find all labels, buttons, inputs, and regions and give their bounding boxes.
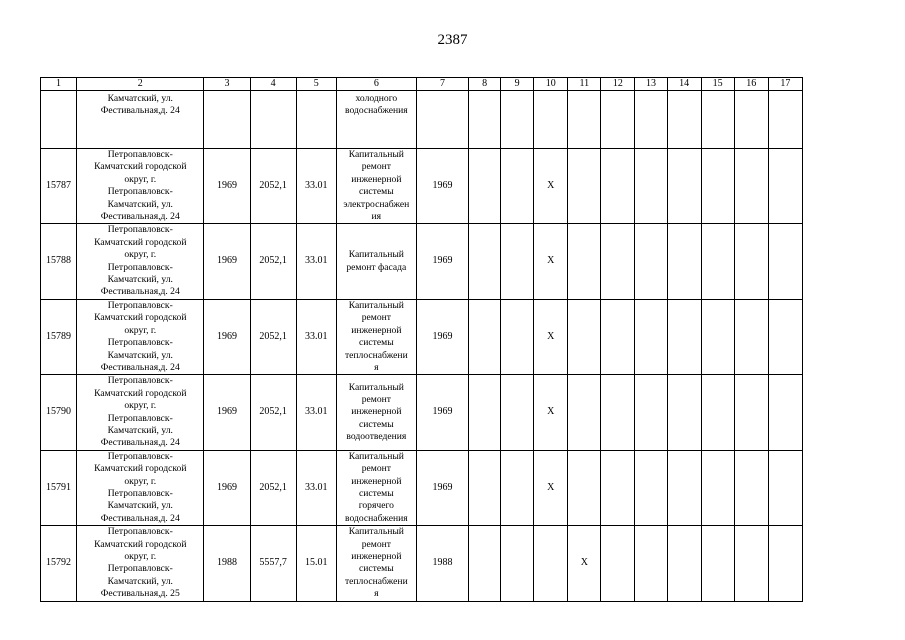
- column-header-8: 8: [469, 78, 501, 91]
- cell-col-13: [635, 526, 667, 601]
- work-line: Капитальный: [348, 526, 404, 538]
- cell-col-14: [667, 450, 701, 525]
- cell-code: [296, 91, 336, 149]
- cell-year-plan: 1969: [416, 375, 468, 450]
- cell-code: 33.01: [296, 375, 336, 450]
- mark-cell: X: [568, 526, 601, 601]
- cell-work-type: [336, 224, 416, 299]
- cell-col-8: [469, 224, 501, 299]
- table-row: [41, 450, 803, 525]
- column-number-row: [41, 78, 803, 91]
- cell-area: 2052,1: [250, 149, 296, 224]
- address-line: Фестивальная,д. 24: [100, 105, 180, 117]
- cell-col-14: [667, 224, 701, 299]
- work-line: электроснабжен: [343, 198, 410, 210]
- work-line: водоснабжения: [345, 512, 408, 524]
- address-line: Фестивальная,д. 24: [100, 286, 180, 298]
- address-line: Камчатский, ул.: [107, 349, 173, 361]
- address-line: Камчатский, ул.: [107, 424, 173, 436]
- cell-col-15: [701, 526, 734, 601]
- work-line: Капитальный: [348, 299, 404, 311]
- cell-col-15: [701, 224, 734, 299]
- cell-id: 15790: [41, 375, 77, 450]
- cell-code: 33.01: [296, 224, 336, 299]
- cell-col-16: [734, 91, 768, 149]
- cell-col-9: [501, 149, 534, 224]
- cell-col-16: [734, 224, 768, 299]
- work-line: холодного: [355, 93, 398, 104]
- work-line: инженерной: [351, 551, 402, 562]
- cell-col-16: [734, 375, 768, 450]
- work-line: Капитальный: [348, 149, 404, 160]
- cell-col-11: [568, 375, 601, 450]
- work-line: ремонт: [361, 312, 391, 324]
- cell-col-9: [501, 91, 534, 149]
- address-line: Камчатский городской: [94, 236, 187, 248]
- cell-id: 15791: [41, 450, 77, 525]
- address-line: округ, г.: [124, 475, 157, 487]
- cell-id: [41, 91, 77, 149]
- cell-id: 15792: [41, 526, 77, 601]
- cell-col-9: [501, 299, 534, 374]
- address-line: округ, г.: [124, 324, 157, 336]
- cell-area: 2052,1: [250, 450, 296, 525]
- address-line: Камчатский городской: [94, 312, 187, 324]
- cell-work-type: [336, 375, 416, 450]
- cell-col-11: [568, 450, 601, 525]
- column-header-16: 16: [734, 78, 768, 91]
- cell-address: [77, 375, 204, 450]
- column-header-3: 3: [204, 78, 250, 91]
- cell-col-9: [501, 375, 534, 450]
- cell-code: 33.01: [296, 450, 336, 525]
- cell-col-12: [601, 375, 635, 450]
- work-line: Капитальный: [348, 450, 404, 462]
- cell-address: [77, 526, 204, 601]
- address-line: Петропавловск-: [107, 224, 173, 236]
- cell-col-14: [667, 91, 701, 149]
- cell-col-13: [635, 375, 667, 450]
- cell-col-16: [734, 526, 768, 601]
- mark-cell: X: [534, 149, 568, 224]
- address-line: Петропавловск-: [107, 186, 173, 198]
- cell-col-12: [601, 91, 635, 149]
- cell-col-15: [701, 299, 734, 374]
- cell-work-type: [336, 149, 416, 224]
- cell-year: 1988: [204, 526, 250, 601]
- cell-address: [77, 299, 204, 374]
- column-header-14: 14: [667, 78, 701, 91]
- cell-col-9: [501, 450, 534, 525]
- cell-col-17: [768, 526, 802, 601]
- column-header-2: 2: [77, 78, 204, 91]
- cell-work-type: [336, 91, 416, 149]
- address-line: Камчатский, ул.: [107, 274, 173, 286]
- work-line: ремонт: [361, 538, 391, 550]
- column-header-7: 7: [416, 78, 468, 91]
- cell-area: 2052,1: [250, 299, 296, 374]
- work-line: инженерной: [351, 324, 402, 336]
- cell-year: 1969: [204, 375, 250, 450]
- mark-cell: X: [534, 375, 568, 450]
- cell-col-16: [734, 299, 768, 374]
- register-table: [40, 77, 803, 602]
- address-line: округ, г.: [124, 249, 157, 261]
- cell-year-plan: 1969: [416, 224, 468, 299]
- cell-col-17: [768, 299, 802, 374]
- table-row: [41, 375, 803, 450]
- address-line: Петропавловск-: [107, 526, 173, 538]
- work-line: Капитальный: [348, 249, 404, 261]
- cell-col-12: [601, 224, 635, 299]
- address-line: округ, г.: [124, 400, 157, 412]
- cell-work-type: [336, 450, 416, 525]
- work-line: инженерной: [351, 475, 402, 487]
- work-line: я: [374, 361, 379, 373]
- cell-col-11: [568, 91, 601, 149]
- work-line: Капитальный: [348, 381, 404, 393]
- address-line: округ, г.: [124, 173, 157, 185]
- cell-col-17: [768, 450, 802, 525]
- address-line: Петропавловск-: [107, 375, 173, 387]
- address-line: Петропавловск-: [107, 299, 173, 311]
- cell-col-12: [601, 526, 635, 601]
- cell-id: 15789: [41, 299, 77, 374]
- cell-area: 2052,1: [250, 224, 296, 299]
- work-line: системы: [359, 337, 394, 349]
- address-line: Камчатский, ул.: [107, 198, 173, 210]
- address-line: Петропавловск-: [107, 412, 173, 424]
- cell-address: [77, 91, 204, 149]
- table-row: [41, 224, 803, 299]
- cell-col-12: [601, 149, 635, 224]
- cell-col-14: [667, 149, 701, 224]
- mark-cell: X: [534, 224, 568, 299]
- cell-col-15: [701, 149, 734, 224]
- cell-address: [77, 224, 204, 299]
- address-line: Петропавловск-: [107, 563, 173, 575]
- column-header-12: 12: [601, 78, 635, 91]
- column-header-1: 1: [41, 78, 77, 91]
- address-line: Фестивальная,д. 24: [100, 361, 180, 373]
- work-line: теплоснабжени: [344, 349, 408, 361]
- work-line: системы: [359, 418, 394, 430]
- cell-code: 15.01: [296, 526, 336, 601]
- cell-area: 5557,7: [250, 526, 296, 601]
- cell-code: 33.01: [296, 149, 336, 224]
- cell-col-15: [701, 450, 734, 525]
- cell-id: 15787: [41, 149, 77, 224]
- address-line: Петропавловск-: [107, 149, 173, 160]
- cell-col-8: [469, 149, 501, 224]
- cell-col-10: [534, 526, 568, 601]
- cell-col-8: [469, 375, 501, 450]
- cell-work-type: [336, 299, 416, 374]
- work-line: ия: [371, 211, 382, 223]
- address-line: Петропавловск-: [107, 487, 173, 499]
- cell-col-17: [768, 91, 802, 149]
- work-line: ремонт: [361, 463, 391, 475]
- cell-col-13: [635, 224, 667, 299]
- address-line: Фестивальная,д. 24: [100, 437, 180, 449]
- address-line: Камчатский городской: [94, 538, 187, 550]
- cell-col-13: [635, 299, 667, 374]
- cell-col-13: [635, 91, 667, 149]
- address-line: Петропавловск-: [107, 337, 173, 349]
- cell-col-15: [701, 91, 734, 149]
- cell-area: 2052,1: [250, 375, 296, 450]
- column-header-10: 10: [534, 78, 568, 91]
- table-row: [41, 149, 803, 224]
- cell-col-13: [635, 450, 667, 525]
- work-line: горячего: [358, 500, 394, 512]
- cell-year: 1969: [204, 450, 250, 525]
- cell-year: 1969: [204, 224, 250, 299]
- cell-year-plan: 1988: [416, 526, 468, 601]
- cell-code: 33.01: [296, 299, 336, 374]
- work-line: системы: [359, 563, 394, 575]
- cell-col-12: [601, 299, 635, 374]
- cell-col-10: [534, 91, 568, 149]
- address-line: Камчатский городской: [94, 463, 187, 475]
- cell-year-plan: 1969: [416, 149, 468, 224]
- cell-work-type: [336, 526, 416, 601]
- cell-year: 1969: [204, 299, 250, 374]
- work-line: ремонт фасада: [346, 261, 407, 273]
- address-line: Петропавловск-: [107, 261, 173, 273]
- cell-col-11: [568, 149, 601, 224]
- cell-col-11: [568, 224, 601, 299]
- cell-address: [77, 450, 204, 525]
- address-line: Фестивальная,д. 24: [100, 512, 180, 524]
- cell-col-14: [667, 375, 701, 450]
- address-line: Камчатский, ул.: [107, 500, 173, 512]
- work-line: системы: [359, 186, 394, 198]
- address-line: Камчатский городской: [94, 387, 187, 399]
- address-line: округ, г.: [124, 551, 157, 562]
- work-line: ремонт: [361, 161, 391, 173]
- cell-year-plan: 1969: [416, 299, 468, 374]
- column-header-9: 9: [501, 78, 534, 91]
- cell-col-17: [768, 375, 802, 450]
- cell-id: 15788: [41, 224, 77, 299]
- table-row: [41, 299, 803, 374]
- column-header-15: 15: [701, 78, 734, 91]
- cell-col-15: [701, 375, 734, 450]
- address-line: Камчатский городской: [94, 161, 187, 173]
- cell-col-12: [601, 450, 635, 525]
- work-line: ремонт: [361, 393, 391, 405]
- address-line: Фестивальная,д. 24: [100, 211, 180, 223]
- cell-col-9: [501, 224, 534, 299]
- cell-col-16: [734, 149, 768, 224]
- cell-col-8: [469, 526, 501, 601]
- work-line: инженерной: [351, 173, 402, 185]
- table-body: [41, 78, 803, 602]
- cell-col-11: [568, 299, 601, 374]
- mark-cell: X: [534, 299, 568, 374]
- column-header-11: 11: [568, 78, 601, 91]
- column-header-6: 6: [336, 78, 416, 91]
- work-line: водоснабжения: [345, 105, 408, 117]
- work-line: водоотведения: [346, 431, 407, 443]
- work-line: инженерной: [351, 406, 402, 418]
- work-line: теплоснабжени: [344, 575, 408, 587]
- cell-col-14: [667, 299, 701, 374]
- address-line: Фестивальная,д. 25: [100, 588, 180, 600]
- cell-year: [204, 91, 250, 149]
- work-line: системы: [359, 487, 394, 499]
- work-line: я: [374, 588, 379, 600]
- page-number: 2387: [437, 32, 468, 48]
- mark-cell: X: [534, 450, 568, 525]
- continuation-row: [41, 91, 803, 149]
- cell-col-8: [469, 450, 501, 525]
- cell-col-8: [469, 91, 501, 149]
- column-header-4: 4: [250, 78, 296, 91]
- cell-area: [250, 91, 296, 149]
- cell-year: 1969: [204, 149, 250, 224]
- column-header-5: 5: [296, 78, 336, 91]
- address-line: Камчатский, ул.: [107, 93, 173, 104]
- address-line: Камчатский, ул.: [107, 575, 173, 587]
- cell-col-16: [734, 450, 768, 525]
- cell-col-8: [469, 299, 501, 374]
- cell-col-13: [635, 149, 667, 224]
- cell-col-9: [501, 526, 534, 601]
- cell-year-plan: [416, 91, 468, 149]
- table-row: [41, 526, 803, 601]
- cell-col-17: [768, 149, 802, 224]
- column-header-13: 13: [635, 78, 667, 91]
- cell-col-14: [667, 526, 701, 601]
- cell-address: [77, 149, 204, 224]
- column-header-17: 17: [768, 78, 802, 91]
- address-line: Петропавловск-: [107, 450, 173, 462]
- cell-col-17: [768, 224, 802, 299]
- cell-year-plan: 1969: [416, 450, 468, 525]
